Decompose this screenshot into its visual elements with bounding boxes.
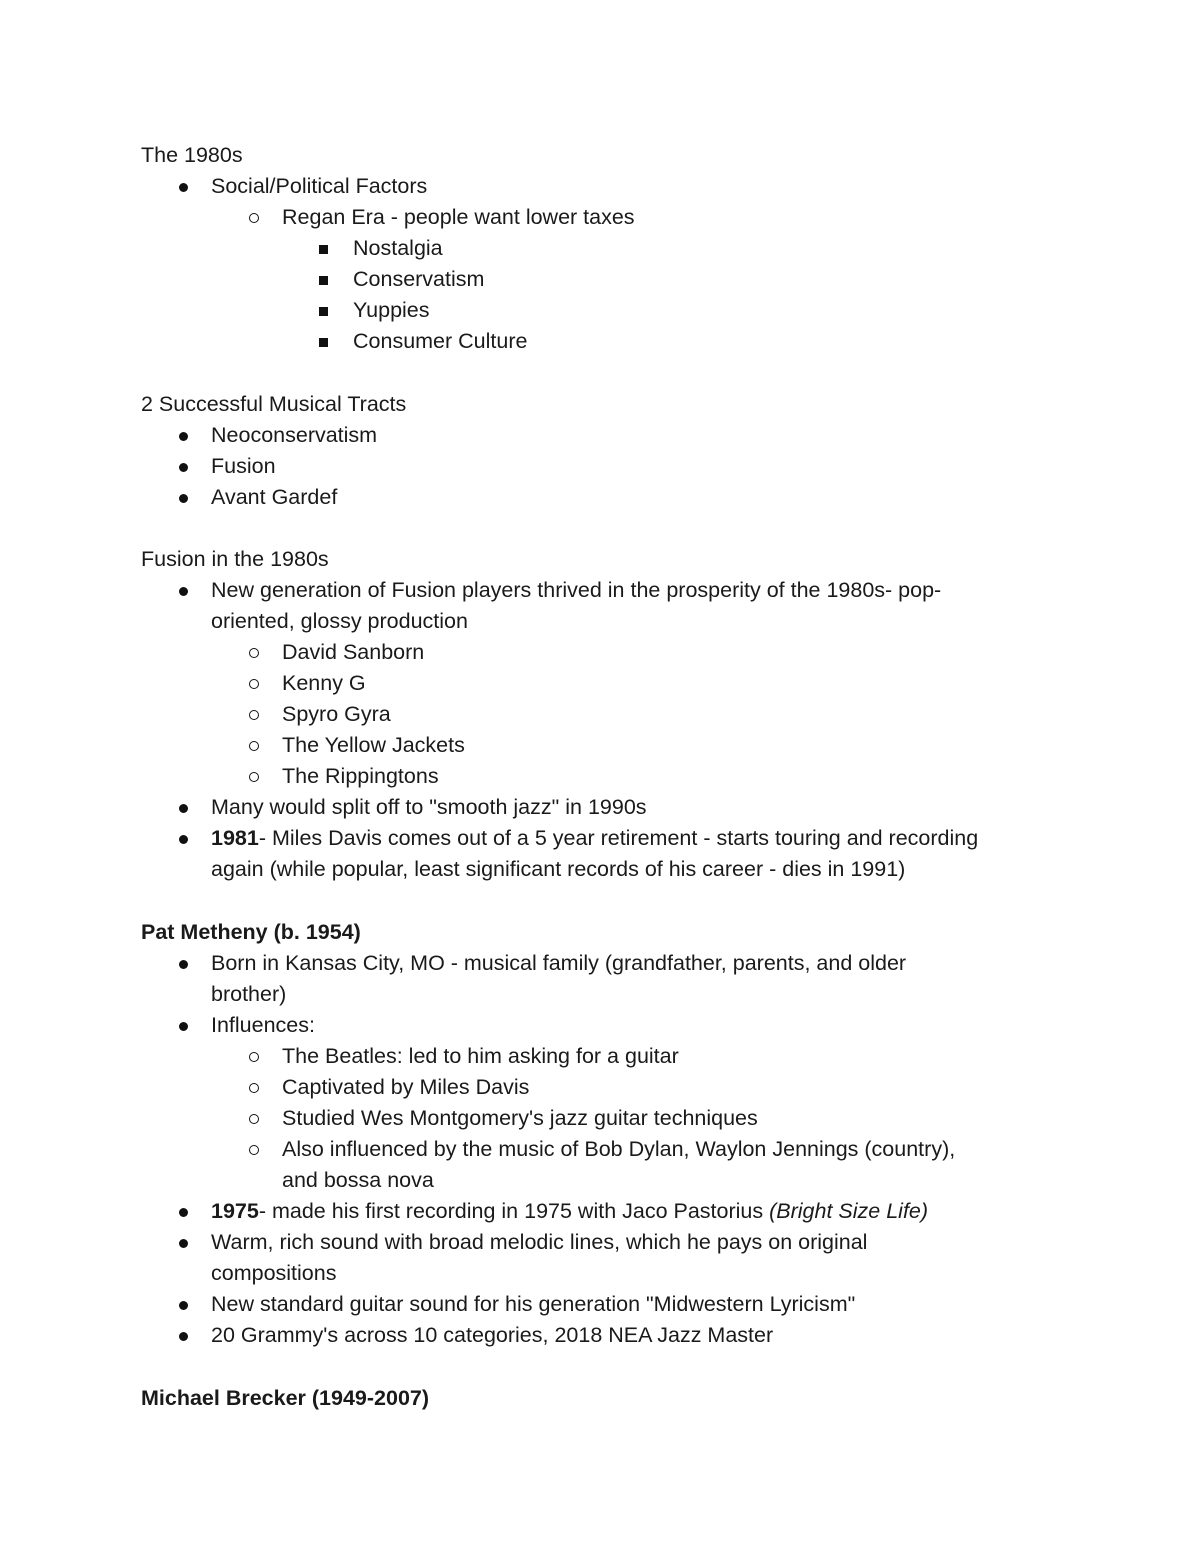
filled-bullet-icon	[179, 1239, 188, 1248]
filled-bullet-icon	[179, 494, 188, 503]
hollow-bullet-icon	[249, 710, 259, 720]
section-title-tracts: 2 Successful Musical Tracts	[141, 392, 407, 416]
hollow-bullet-icon	[249, 679, 259, 689]
hollow-bullet-icon	[249, 1114, 259, 1124]
filled-bullet-icon	[179, 1301, 188, 1310]
album-title: (Bright Size Life)	[769, 1199, 929, 1223]
section-title-metheny: Pat Metheny (b. 1954)	[141, 920, 361, 944]
document-page: The 1980s Social/Political Factors Regan Era - people want lower taxes Nostalgia Conservatism Yuppies Consumer Culture 2 Successful Musical Tracts Neoconservatism Fusion Avant Gardef Fusion in the 1980s New generation of Fusion players thrived in the prosperity of the 1980s- pop- oriented, glossy production David Sanborn Kenny G Spyro Gyra The Yellow Jackets The Rippingtons Many would split off to "smooth jazz" in 1990s 1981- Miles Davis comes out of a 5 year retirement - starts touring and recording again (while popular, least significant records of his career - dies in 1991) Pat Metheny (b. 1954) Born in Kansas City, MO - musical family (grandfather, parents, and older brother) Influences: The Beatles: led to him asking for a guitar Captivated by Miles Davis Studied Wes Montgomery's jazz guitar techniques Also influenced by the music of Bob Dylan, Waylon Jennings (country), and bossa nova 1975- made his first recording in 1975 with Jaco Pastorius (Bright Size Life) Warm, rich sound with broad melodic lines, which he pays on original compositions New standard guitar sound for his generation "Midwestern Lyricism" 20 Grammy's across 10 categories, 2018 NEA Jazz Master Michael Brecker (1949-2007)	[0, 0, 1200, 1553]
hollow-bullet-icon	[249, 1052, 259, 1062]
hollow-bullet-icon	[249, 741, 259, 751]
hollow-bullet-icon	[249, 648, 259, 658]
square-bullet-icon	[319, 245, 328, 254]
filled-bullet-icon	[179, 183, 188, 192]
filled-bullet-icon	[179, 1022, 188, 1031]
square-bullet-icon	[319, 307, 328, 316]
filled-bullet-icon	[179, 835, 188, 844]
filled-bullet-icon	[179, 587, 188, 596]
filled-bullet-icon	[179, 1208, 188, 1217]
hollow-bullet-icon	[249, 1083, 259, 1093]
filled-bullet-icon	[179, 463, 188, 472]
year-label: 1981	[211, 826, 259, 850]
year-label: 1975	[211, 1199, 259, 1223]
filled-bullet-icon	[179, 432, 188, 441]
filled-bullet-icon	[179, 960, 188, 969]
square-bullet-icon	[319, 276, 328, 285]
hollow-bullet-icon	[249, 1145, 259, 1155]
filled-bullet-icon	[179, 804, 188, 813]
section-title-fusion: Fusion in the 1980s	[141, 547, 329, 571]
square-bullet-icon	[319, 338, 328, 347]
section-title-brecker: Michael Brecker (1949-2007)	[141, 1386, 430, 1410]
hollow-bullet-icon	[249, 772, 259, 782]
section-title-1980s: The 1980s	[141, 143, 243, 167]
hollow-bullet-icon	[249, 213, 259, 223]
filled-bullet-icon	[179, 1332, 188, 1341]
